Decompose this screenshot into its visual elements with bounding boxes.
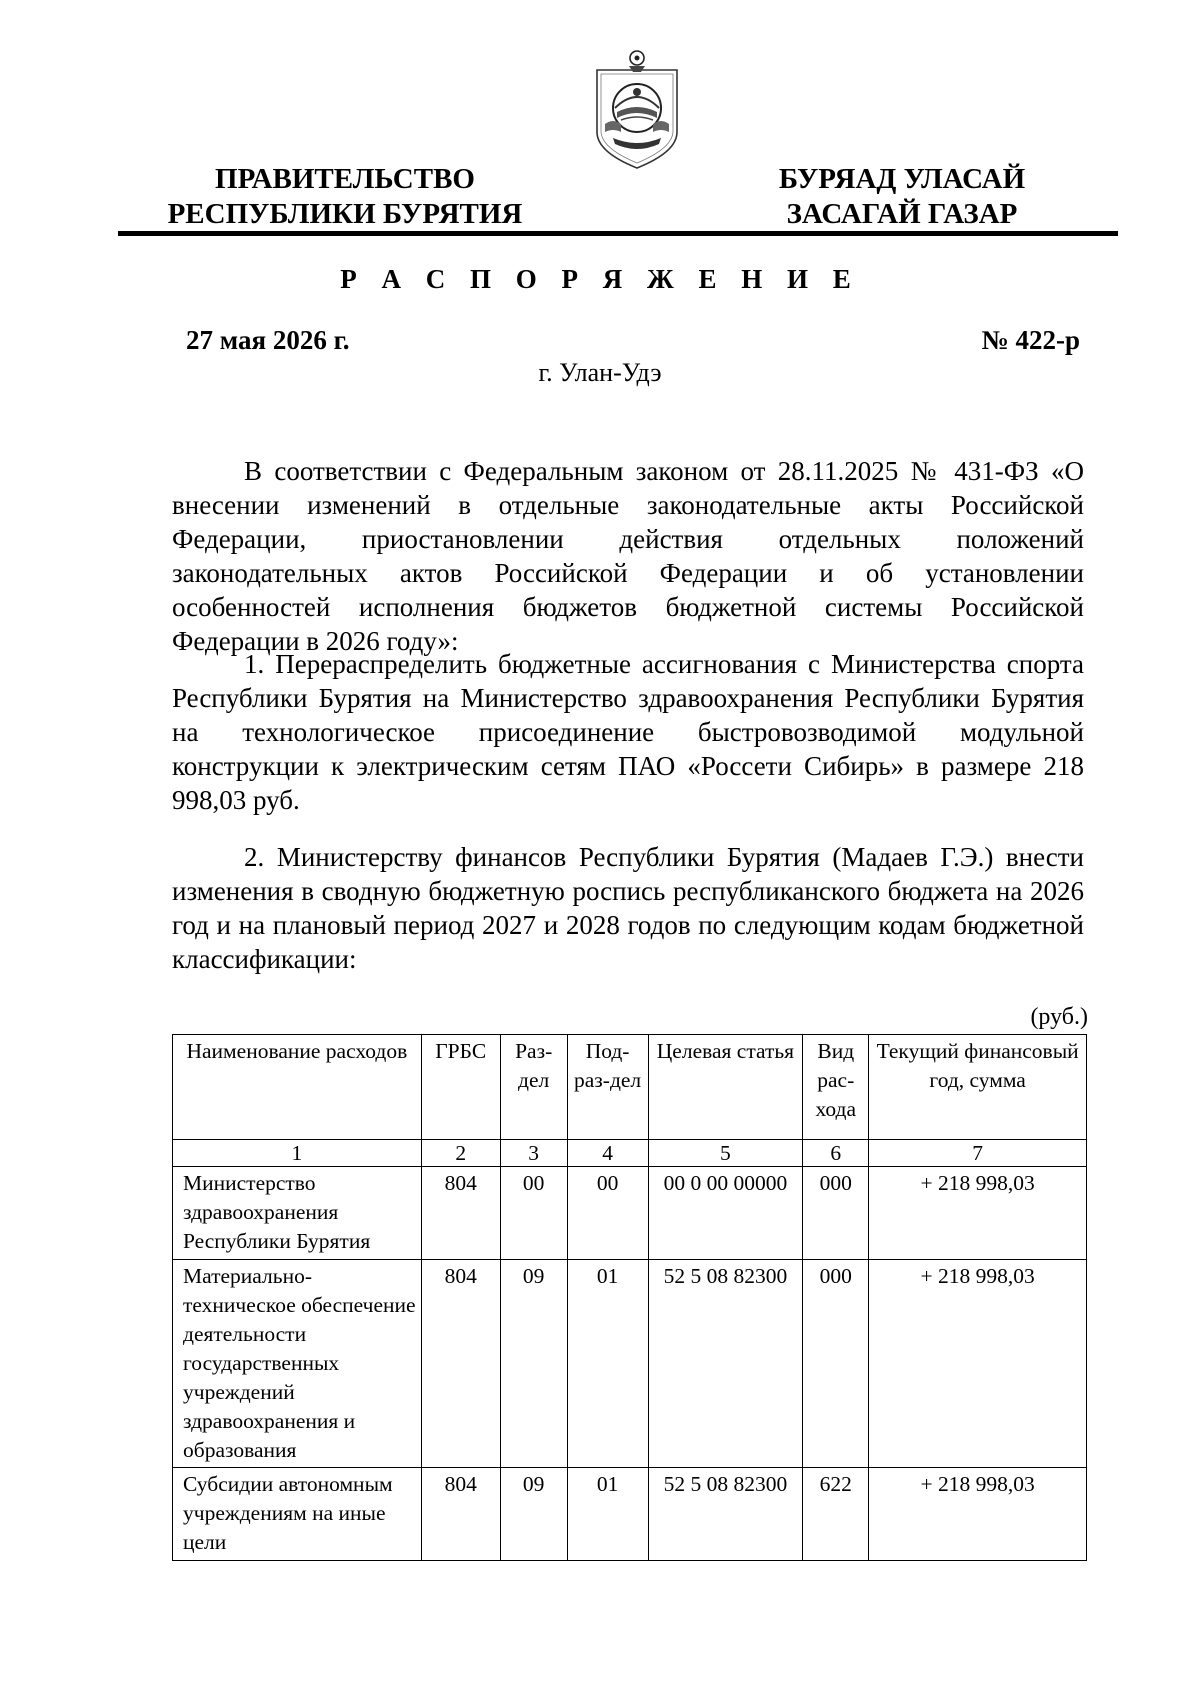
expense-type-cell: 000	[803, 1167, 869, 1260]
amount-cell: + 218 998,03	[869, 1260, 1087, 1468]
section-cell: 09	[500, 1468, 567, 1561]
document-title: Р А С П О Р Я Ж Е Н И Е	[340, 264, 860, 294]
header-expense-type: Вид рас-хода	[803, 1035, 869, 1140]
preamble-paragraph: В соответствии с Федеральным законом от 28.11.2025 № 431-ФЗ «О внесении изменений в отдельные законодательные акты Российской Федерации, приостановлении действия отдельных положений законодательных актов Российской Федерации и об установлении особенностей исполнения бюджетов бюджетной системы Российской Федерации в 2026 году»:	[172, 456, 1084, 656]
subsection-cell: 01	[567, 1260, 648, 1468]
amount-cell: + 218 998,03	[869, 1167, 1087, 1260]
expense-type-cell: 000	[803, 1260, 869, 1468]
column-number: 5	[648, 1140, 803, 1167]
column-number-row	[173, 1140, 1087, 1167]
table-header-row	[173, 1035, 1087, 1140]
table-unit-label: (руб.)	[1030, 1004, 1088, 1030]
target-article-cell: 52 5 08 82300	[648, 1468, 803, 1561]
coat-of-arms-emblem	[591, 48, 683, 172]
column-number: 6	[803, 1140, 869, 1167]
expense-name-cell: Материально-техническое обеспечение деятельности государственных учреждений здравоохранения и образования	[173, 1260, 422, 1468]
column-number: 3	[500, 1140, 567, 1167]
section-cell: 09	[500, 1260, 567, 1468]
clause-2-paragraph: 2. Министерству финансов Республики Бурятия (Мадаев Г.Э.) внести изменения в сводную бюджетную роспись республиканского бюджета на 2026 год и на плановый период 2027 и 2028 годов по следующим кодам бюджетной классификации:	[172, 842, 1084, 974]
grbs-cell: 804	[421, 1260, 500, 1468]
document-date: 27 мая 2026 г.	[186, 325, 350, 355]
header-amount: Текущий финансовый год, сумма	[869, 1035, 1087, 1140]
table-row	[173, 1468, 1087, 1561]
government-name-buryat-line2: ЗАСАГАЙ ГАЗАР	[786, 198, 1018, 230]
government-name-line2: РЕСПУБЛИКИ БУРЯТИЯ	[167, 198, 523, 230]
government-name-russian	[160, 162, 530, 232]
column-number: 1	[173, 1140, 422, 1167]
header-target-article: Целевая статья	[648, 1035, 803, 1140]
header-divider	[118, 231, 1118, 236]
section-cell: 00	[500, 1167, 567, 1260]
target-article-cell: 52 5 08 82300	[648, 1260, 803, 1468]
header-subsection: Под-раз-дел	[567, 1035, 648, 1140]
column-number: 2	[421, 1140, 500, 1167]
grbs-cell: 804	[421, 1167, 500, 1260]
expense-name-cell: Министерство здравоохранения Республики Бурятия	[173, 1167, 422, 1260]
subsection-cell: 01	[567, 1468, 648, 1561]
target-article-cell: 00 0 00 00000	[648, 1167, 803, 1260]
header-grbs: ГРБС	[421, 1035, 500, 1140]
column-number: 7	[869, 1140, 1087, 1167]
table-row	[173, 1260, 1087, 1468]
clause-1-paragraph: 1. Перераспределить бюджетные ассигнования с Министерства спорта Республики Бурятия на Министерство здравоохранения Республики Бурятия на технологическое присоединение быстровозводимой модульной конструкции к электрическим сетям ПАО «Россети Сибирь» в размере 218 998,03 руб.	[172, 649, 1084, 815]
expense-type-cell: 622	[803, 1468, 869, 1561]
government-name-line1: ПРАВИТЕЛЬСТВО	[215, 163, 475, 195]
government-name-buryat-line1: БУРЯАД УЛАСАЙ	[778, 163, 1026, 195]
document-number: № 422-р	[981, 325, 1080, 355]
header-expense-name: Наименование расходов	[173, 1035, 422, 1140]
expense-name-cell: Субсидии автономным учреждениям на иные цели	[173, 1468, 422, 1561]
subsection-cell: 00	[567, 1167, 648, 1260]
budget-classification-table	[172, 1034, 1087, 1561]
header-section: Раз-дел	[500, 1035, 567, 1140]
amount-cell: + 218 998,03	[869, 1468, 1087, 1561]
column-number: 4	[567, 1140, 648, 1167]
table-row	[173, 1167, 1087, 1260]
document-city: г. Улан-Удэ	[538, 358, 662, 387]
grbs-cell: 804	[421, 1468, 500, 1561]
government-name-buryat	[742, 162, 1062, 232]
